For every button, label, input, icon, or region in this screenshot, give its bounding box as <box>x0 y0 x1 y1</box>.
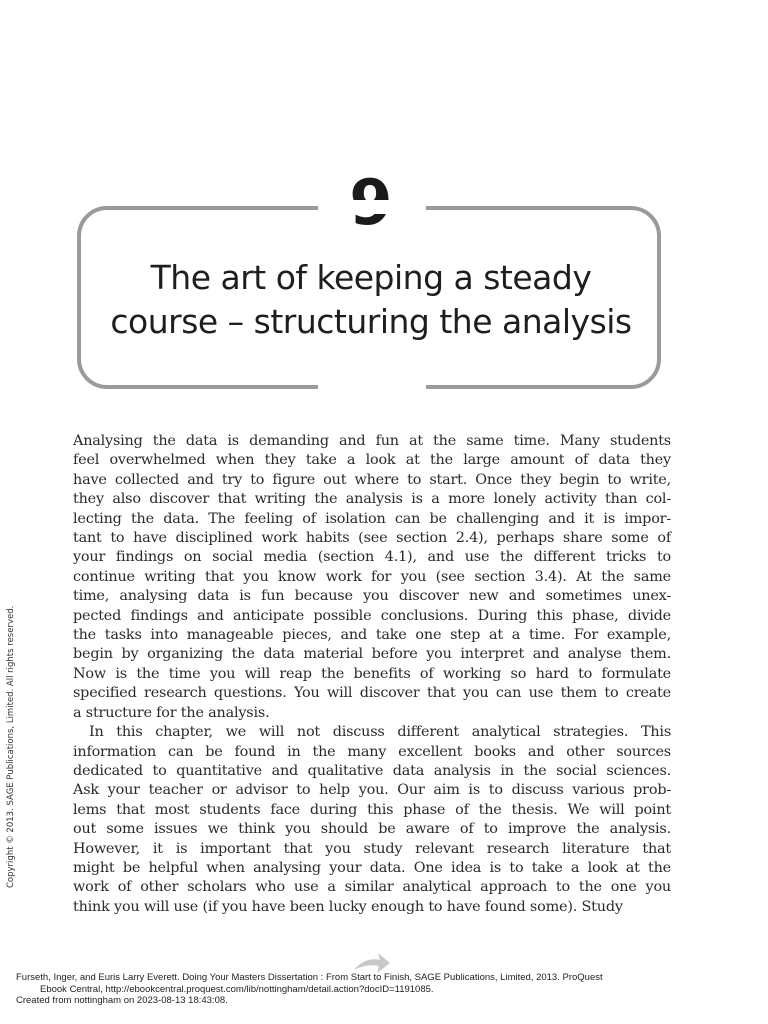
body-line: information can be found in the many excellent books and other sources <box>73 743 671 760</box>
body-line: work of other scholars who use a similar analytical approach to the one you <box>73 879 671 896</box>
chapter-title <box>90 256 652 344</box>
footer-line-3: Created from nottingham on 2023-08-13 18:43:08. <box>16 995 228 1006</box>
paragraph-2 <box>73 723 671 917</box>
body-line: might be helpful when analysing your data. One idea is to take a look at the <box>73 859 671 876</box>
body-line: lecting the data. The feeling of isolation can be challenging and it is impor- <box>73 510 671 527</box>
body-line: begin by organizing the data material before you interpret and analyse them. <box>73 646 671 663</box>
body-text <box>73 432 671 917</box>
body-line: Analysing the data is demanding and fun at the same time. Many students <box>73 433 671 449</box>
body-line: dedicated to quantitative and qualitative data analysis in the social sciences. <box>73 762 671 779</box>
body-line: However, it is important that you study relevant research literature that <box>73 840 671 857</box>
body-line: continue writing that you know work for you (see section 3.4). At the same <box>73 568 671 585</box>
citation-footer <box>16 972 756 1007</box>
body-line: a structure for the analysis. <box>73 704 270 721</box>
body-line: In this chapter, we will not discuss different analytical strategies. This <box>89 724 671 741</box>
body-line: feel overwhelmed when they take a look at the large amount of data they <box>73 452 671 469</box>
body-line: have collected and try to figure out where to start. Once they begin to write, <box>73 471 671 488</box>
body-line: time, analysing data is fun because you discover new and sometimes unex- <box>73 588 671 605</box>
footer-line-1: Furseth, Inger, and Euris Larry Everett. Doing Your Masters Dissertation : From Start to Finish, SAGE Publications, Limited, 2013. ProQuest <box>16 972 603 983</box>
body-line: specified research questions. You will discover that you can use them to create <box>73 685 671 702</box>
body-line: your findings on social media (section 4.1), and use the different tricks to <box>73 549 671 566</box>
footer-line-2: Ebook Central, http://ebookcentral.proquest.com/lib/nottingham/detail.action?docID=1191085. <box>40 983 434 995</box>
body-line: pected findings and anticipate possible conclusions. During this phase, divide <box>73 607 671 624</box>
chapter-title-line-1: The art of keeping a steady <box>150 258 592 297</box>
paragraph-1 <box>73 432 671 723</box>
body-line: the tasks into manageable pieces, and take one step at a time. For example, <box>73 627 671 644</box>
body-line: tant to have disciplined work habits (see section 2.4), perhaps share some of <box>73 530 671 547</box>
frame-gap-bottom <box>318 382 426 396</box>
chapter-title-line-2: course – structuring the analysis <box>110 302 632 341</box>
frame-gap-top <box>318 200 426 214</box>
body-line: out some issues we think you should be aware of to improve the analysis. <box>73 821 671 838</box>
body-line: think you will use (if you have been lucky enough to have found some). Study <box>73 898 623 915</box>
body-line: Now is the time you will reap the benefits of working so hard to formulate <box>73 665 671 682</box>
body-line: lems that most students face during this phase of the thesis. We will point <box>73 801 671 818</box>
body-line: Ask your teacher or advisor to help you. Our aim is to discuss various prob- <box>73 782 671 799</box>
arrow-right-icon-shape <box>354 953 390 973</box>
body-line: they also discover that writing the analysis is a more lonely activity than col- <box>73 491 671 508</box>
side-copyright: Copyright © 2013. SAGE Publications, Limited. All rights reserved. <box>6 605 16 888</box>
